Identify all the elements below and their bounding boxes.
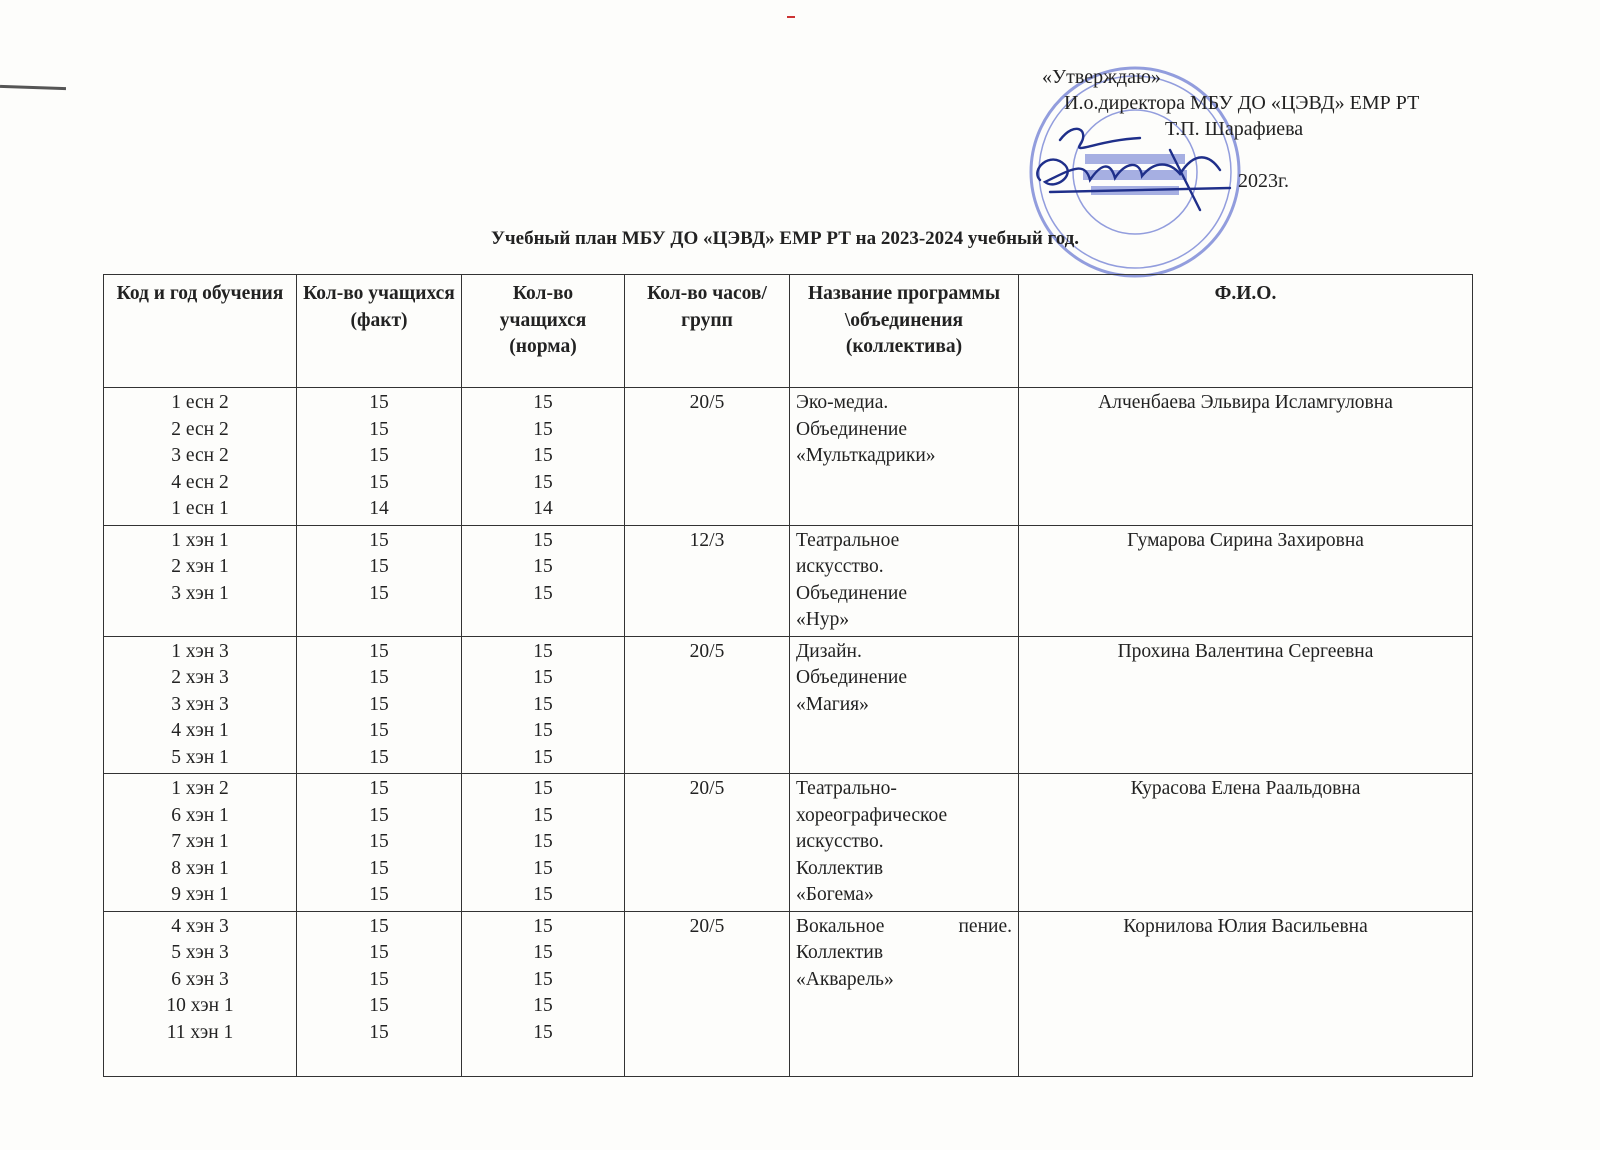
cell-code-line: 4 есн 2	[171, 471, 229, 493]
cell-code-line: 11 хэн 1	[166, 1021, 234, 1043]
cell-code-line: 9 хэн 1	[171, 884, 229, 905]
cell-fact-line: 15	[369, 720, 389, 741]
cell-code-line: 4 хэн 3	[171, 915, 229, 937]
cell-program	[790, 525, 1019, 636]
approval-line-position: И.о.директора МБУ ДО «ЦЭВД» ЕМР РТ	[1064, 92, 1420, 114]
cell-program-line: искусство.	[796, 831, 884, 852]
cell-code-line: 3 есн 2	[171, 445, 229, 466]
cell-code-line: 1 хэн 3	[171, 640, 229, 662]
cell-norm-line: 15	[533, 995, 553, 1016]
cell-norm-line: 15	[533, 1021, 553, 1043]
cell-hours: 20/5	[625, 388, 790, 526]
cell-norm-line: 15	[533, 915, 553, 937]
cell-fact	[297, 525, 462, 636]
cell-code-line: 5 хэн 1	[171, 746, 229, 768]
cell-code-line: 7 хэн 1	[171, 831, 229, 852]
cell-fio: Курасова Елена Раальдовна	[1019, 774, 1473, 912]
cell-norm-line: 15	[533, 720, 553, 741]
header-norm: Кол-во учащихся (норма)	[462, 275, 625, 388]
cell-program-line: Объединение	[796, 418, 907, 440]
cell-norm	[462, 911, 625, 1076]
cell-norm	[462, 525, 625, 636]
cell-fact-line: 15	[369, 667, 389, 688]
cell-norm-line: 15	[533, 445, 553, 466]
signature	[1030, 110, 1250, 220]
document-title: Учебный план МБУ ДО «ЦЭВД» ЕМР РТ на 2023-2024 учебный год.	[490, 228, 1080, 249]
scan-mark-left	[0, 85, 66, 90]
cell-code-line: 5 хэн 3	[171, 942, 229, 963]
cell-fact	[297, 774, 462, 912]
cell-norm-line: 15	[533, 392, 553, 413]
cell-fact-line: 15	[369, 1021, 389, 1043]
cell-fio: Алченбаева Эльвира Исламгуловна	[1019, 388, 1473, 526]
cell-fact-line: 15	[369, 884, 389, 905]
cell-hours: 20/5	[625, 636, 790, 774]
cell-code-line: 2 есн 2	[171, 418, 229, 440]
cell-norm-line: 15	[533, 746, 553, 768]
cell-program-line: «Нур»	[796, 609, 850, 630]
cell-code-line: 6 хэн 3	[171, 968, 229, 990]
cell-norm-line: 15	[533, 942, 553, 963]
cell-program	[790, 388, 1019, 526]
cell-fact-line: 15	[369, 471, 389, 493]
cell-program-line: Коллектив	[796, 857, 884, 879]
cell-fact-line: 15	[369, 915, 389, 937]
cell-fact-line: 15	[369, 942, 389, 963]
table-row	[104, 636, 1473, 774]
cell-code	[104, 911, 297, 1076]
cell-norm-line: 15	[533, 884, 553, 905]
cell-program-line: «Мульткадрики»	[796, 445, 936, 466]
cell-code-line: 10 хэн 1	[166, 995, 234, 1016]
cell-fact-line: 15	[369, 556, 389, 577]
cell-code	[104, 388, 297, 526]
cell-code-line: 4 хэн 1	[171, 720, 229, 741]
cell-norm-line: 14	[533, 498, 553, 519]
header-program: Название программы \объединения (коллектива)	[790, 275, 1019, 388]
cell-fact-line: 15	[369, 529, 389, 551]
cell-fact-line: 15	[369, 968, 389, 990]
header-fio: Ф.И.О.	[1019, 275, 1473, 388]
cell-norm-line: 15	[533, 556, 553, 577]
cell-code-line: 6 хэн 1	[171, 804, 229, 826]
cell-program	[790, 636, 1019, 774]
cell-norm-line: 15	[533, 693, 553, 715]
approval-line-approve: «Утверждаю»	[1042, 66, 1161, 88]
cell-program-line: «Акварель»	[796, 968, 894, 990]
cell-program	[790, 774, 1019, 912]
cell-program-line: Коллектив	[796, 942, 884, 963]
table-row	[104, 774, 1473, 912]
cell-fio: Прохина Валентина Сергеевна	[1019, 636, 1473, 774]
cell-norm-line: 15	[533, 667, 553, 688]
cell-program-line: Театрально-	[796, 778, 897, 799]
cell-program-line: Эко-медиа.	[796, 392, 889, 413]
cell-program-line: Объединение	[796, 667, 907, 688]
cell-code-line: 3 хэн 1	[171, 582, 229, 604]
cell-norm	[462, 774, 625, 912]
cell-program-line: «Богема»	[796, 884, 874, 905]
cell-program-line: Театральное	[796, 529, 900, 551]
header-fact: Кол-во учащихся (факт)	[297, 275, 462, 388]
cell-fact-line: 14	[369, 498, 389, 519]
cell-norm-line: 15	[533, 778, 553, 799]
cell-program-line: Дизайн.	[796, 640, 862, 662]
table-row	[104, 525, 1473, 636]
cell-fact-line: 15	[369, 640, 389, 662]
cell-code-line: 1 хэн 2	[171, 778, 229, 799]
cell-fact-line: 15	[369, 746, 389, 768]
cell-norm-line: 15	[533, 471, 553, 493]
cell-code	[104, 774, 297, 912]
study-plan-table	[103, 274, 1473, 1077]
cell-program	[790, 911, 1019, 1076]
cell-norm-line: 15	[533, 857, 553, 879]
cell-fact-line: 15	[369, 995, 389, 1016]
cell-fact-line: 15	[369, 693, 389, 715]
cell-code-line: 2 хэн 3	[171, 667, 229, 688]
approval-line-name: Т.П. Шарафиева	[1165, 118, 1304, 140]
table-header-row	[104, 275, 1473, 388]
cell-fact-line: 15	[369, 804, 389, 826]
cell-hours: 20/5	[625, 774, 790, 912]
cell-norm-line: 15	[533, 418, 553, 440]
cell-fact-line: 15	[369, 831, 389, 852]
cell-program-line: Объединение	[796, 582, 907, 604]
cell-code-line: 8 хэн 1	[171, 857, 229, 879]
cell-fact-line: 15	[369, 418, 389, 440]
cell-program-line: «Магия»	[796, 693, 869, 715]
cell-norm-line: 15	[533, 831, 553, 852]
header-code: Код и год обучения	[104, 275, 297, 388]
cell-norm-line: 15	[533, 968, 553, 990]
cell-hours: 12/3	[625, 525, 790, 636]
approval-line-date: 2023г.	[1238, 170, 1289, 192]
cell-norm-line: 15	[533, 582, 553, 604]
cell-code-line: 1 есн 1	[171, 498, 229, 519]
cell-fact	[297, 636, 462, 774]
table-row	[104, 911, 1473, 1076]
cell-norm-line: 15	[533, 804, 553, 826]
header-hours: Кол-во часов/групп	[625, 275, 790, 388]
cell-program-line: хореографическое	[796, 804, 948, 826]
cell-code-line: 1 хэн 1	[171, 529, 229, 551]
cell-fact	[297, 911, 462, 1076]
cell-norm	[462, 636, 625, 774]
cell-code	[104, 636, 297, 774]
cell-code-line: 2 хэн 1	[171, 556, 229, 577]
cell-fact-line: 15	[369, 582, 389, 604]
cell-program-line: Вокальное пение.	[796, 915, 1012, 937]
scan-mark-top	[787, 16, 795, 18]
cell-fact-line: 15	[369, 778, 389, 799]
cell-fio: Корнилова Юлия Васильевна	[1019, 911, 1473, 1076]
cell-fact-line: 15	[369, 857, 389, 879]
cell-norm-line: 15	[533, 640, 553, 662]
cell-code-line: 3 хэн 3	[171, 693, 229, 715]
cell-fact-line: 15	[369, 445, 389, 466]
cell-program-line: искусство.	[796, 556, 884, 577]
cell-code	[104, 525, 297, 636]
cell-fact-line: 15	[369, 392, 389, 413]
table-row	[104, 388, 1473, 526]
cell-norm-line: 15	[533, 529, 553, 551]
cell-hours: 20/5	[625, 911, 790, 1076]
table-body	[104, 388, 1473, 1077]
cell-fact	[297, 388, 462, 526]
cell-norm	[462, 388, 625, 526]
cell-fio: Гумарова Сирина Захировна	[1019, 525, 1473, 636]
cell-code-line: 1 есн 2	[171, 392, 229, 413]
